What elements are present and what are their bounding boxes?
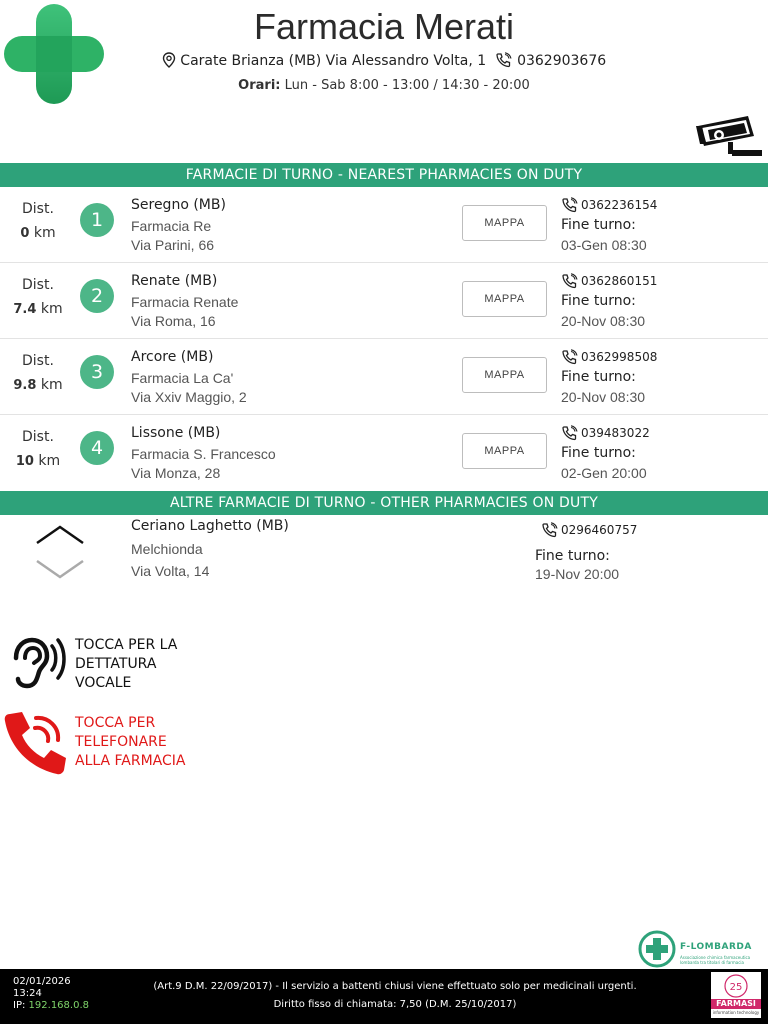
footer-ip: [13, 1000, 89, 1011]
pharmacy-name: Farmacia Renate: [131, 294, 239, 310]
scroll-arrows: [34, 523, 86, 579]
distance-unit: km: [40, 377, 63, 393]
end-shift-date: 20-Nov 08:30: [561, 313, 646, 329]
distance-label: Dist.: [22, 429, 54, 445]
call-pharmacy-button[interactable]: [2, 708, 222, 780]
pharmacy-name: Farmacia Re: [131, 218, 212, 234]
call-line-3: ALLA FARMACIA: [75, 753, 186, 769]
rank-badge: 1: [80, 203, 114, 237]
footer-time: 13:24: [13, 988, 42, 999]
distance-number: 0: [20, 226, 30, 241]
brand-name: FARMASI: [711, 999, 761, 1009]
end-shift-label: Fine turno:: [561, 217, 636, 233]
distance-value: [0, 453, 76, 469]
rank-badge: 3: [80, 355, 114, 389]
end-shift-label: Fine turno:: [561, 445, 636, 461]
rank-badge: 2: [80, 279, 114, 313]
phone-icon: [561, 197, 579, 213]
other-pharmacy-phone[interactable]: [541, 522, 637, 538]
other-pharmacies-header: ALTRE FARMACIE DI TURNO - OTHER PHARMACIES ON DUTY: [0, 491, 768, 515]
end-shift-label: Fine turno:: [535, 548, 610, 564]
ip-label: IP:: [13, 1000, 26, 1011]
pharmacy-name: Farmacia La Ca': [131, 370, 234, 386]
phone-number: 0296460757: [561, 523, 638, 537]
distance-value: [0, 377, 76, 393]
phone-number: 0362998508: [581, 350, 658, 364]
rank-badge: 4: [80, 431, 114, 465]
map-button[interactable]: MAPPA: [462, 357, 547, 393]
distance-unit: km: [38, 453, 61, 469]
header-phone[interactable]: 0362903676: [517, 53, 607, 69]
phone-icon: [561, 349, 579, 365]
pharmacy-row: [0, 187, 768, 263]
distance-value: [0, 301, 76, 317]
hours-value: Lun - Sab 8:00 - 13:00 / 14:30 - 20:00: [284, 78, 530, 93]
pharmacy-street: Via Parini, 66: [131, 237, 215, 253]
pharmacy-city: Seregno (MB): [131, 197, 226, 213]
end-shift-label: Fine turno:: [561, 293, 636, 309]
voice-line-1: TOCCA PER LA: [75, 637, 178, 653]
anniversary-badge: [711, 972, 761, 999]
location-pin-icon: [162, 52, 176, 68]
distance-number: 7.4: [13, 302, 37, 317]
phone-number: 0362860151: [581, 274, 658, 288]
end-shift-date: 03-Gen 08:30: [561, 237, 647, 253]
address-text: Carate Brianza (MB) Via Alessandro Volta, 1: [180, 53, 487, 69]
pharmacy-street: Via Xxiv Maggio, 2: [131, 389, 247, 405]
chevron-down-icon[interactable]: [37, 561, 83, 577]
other-pharmacy-city: Ceriano Laghetto (MB): [131, 518, 289, 534]
phone-icon: [541, 522, 559, 538]
call-line-2: TELEFONARE: [75, 734, 167, 750]
phone-number: 0362236154: [581, 198, 658, 212]
page-title: Farmacia Merati: [253, 6, 515, 47]
opening-hours: [0, 78, 768, 93]
distance-label: Dist.: [22, 277, 54, 293]
pharmacy-phone[interactable]: [561, 425, 650, 441]
f-lombarda-emblem: [638, 930, 676, 968]
end-shift-label: Fine turno:: [561, 369, 636, 385]
map-button[interactable]: MAPPA: [462, 281, 547, 317]
distance-value: [0, 225, 76, 241]
ip-address: 192.168.0.8: [28, 1000, 89, 1011]
voice-line-3: VOCALE: [75, 675, 132, 691]
map-button[interactable]: MAPPA: [462, 205, 547, 241]
f-lombarda-logo: [638, 929, 762, 969]
other-pharmacy-name: Melchionda: [131, 541, 203, 557]
hours-label: Orari:: [238, 78, 281, 93]
pharmacy-row: [0, 415, 768, 491]
distance-unit: km: [40, 301, 63, 317]
phone-icon: [561, 425, 579, 441]
pharmacy-phone[interactable]: [561, 273, 657, 289]
distance-label: Dist.: [22, 353, 54, 369]
phone-icon: [561, 273, 579, 289]
phone-icon: [495, 52, 513, 68]
ear-icon: [8, 634, 66, 694]
call-pharmacy-label: [75, 714, 186, 771]
farmasi-logo: [711, 972, 761, 1018]
other-pharmacy-street: Via Volta, 14: [131, 563, 210, 579]
chevron-up-icon[interactable]: [37, 527, 83, 543]
phone-number: 039483022: [581, 426, 650, 440]
pharmacy-row: [0, 339, 768, 415]
partner-subtitle: Associazione chimica farmaceutica lombarda tra titolari di farmacia: [680, 955, 751, 965]
notice-line-2: Diritto fisso di chiamata: 7,50 (D.M. 25/10/2017): [273, 999, 517, 1010]
footer-bar: [0, 969, 768, 1024]
voice-dictation-button[interactable]: [8, 634, 218, 698]
pharmacy-street: Via Roma, 16: [131, 313, 216, 329]
pharmacy-phone[interactable]: [561, 197, 657, 213]
brand-years: 25: [729, 982, 743, 993]
brand-subtitle: information technology: [712, 1010, 760, 1015]
pharmacy-address-line: [0, 52, 768, 69]
pharmacy-street: Via Monza, 28: [131, 465, 221, 481]
footer-notice: [100, 978, 690, 1014]
end-shift-date: 02-Gen 20:00: [561, 465, 647, 481]
map-button[interactable]: MAPPA: [462, 433, 547, 469]
partner-name: F-LOMBARDA: [680, 942, 752, 952]
distance-unit: km: [33, 225, 56, 241]
pharmacy-row: [0, 263, 768, 339]
pharmacy-phone[interactable]: [561, 349, 657, 365]
pharmacy-name: Farmacia S. Francesco: [131, 446, 276, 462]
pharmacy-city: Lissone (MB): [131, 425, 221, 441]
pharmacy-city: Renate (MB): [131, 273, 218, 289]
distance-number: 9.8: [13, 378, 37, 393]
phone-call-icon: [2, 708, 70, 778]
duty-pharmacies-header: FARMACIE DI TURNO - NEAREST PHARMACIES ON DUTY: [0, 163, 768, 187]
distance-label: Dist.: [22, 201, 54, 217]
voice-dictation-label: [75, 636, 177, 693]
pharmacy-city: Arcore (MB): [131, 349, 214, 365]
other-pharmacy-item: [0, 515, 768, 590]
notice-line-1: (Art.9 D.M. 22/09/2017) - Il servizio a battenti chiusi viene effettuato solo per medicinali urgenti.: [153, 981, 637, 992]
end-shift-date: 20-Nov 08:30: [561, 389, 646, 405]
distance-number: 10: [15, 454, 34, 469]
call-line-1: TOCCA PER: [75, 715, 156, 731]
footer-datetime: [13, 976, 71, 1000]
security-camera-icon: [694, 112, 766, 160]
footer-date: 02/01/2026: [13, 976, 71, 987]
end-shift-date: 19-Nov 20:00: [535, 566, 620, 582]
voice-line-2: DETTATURA: [75, 656, 157, 672]
